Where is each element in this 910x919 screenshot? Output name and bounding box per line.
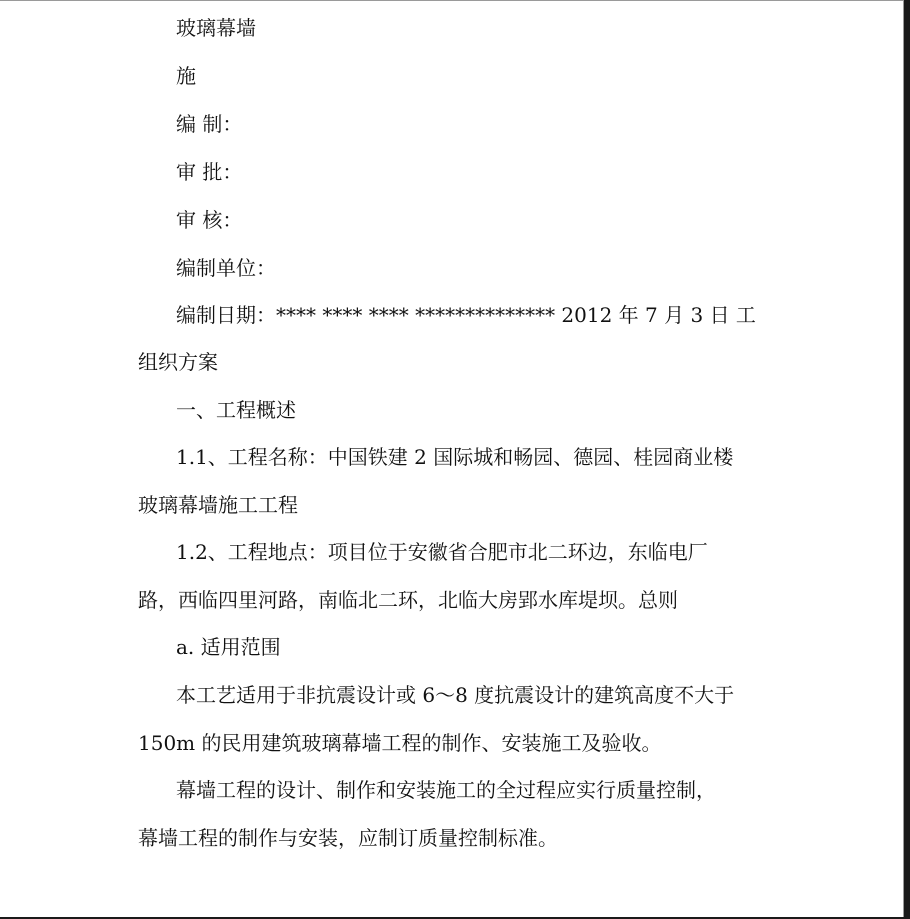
- paragraph-line: 1.2、工程地点：项目位于安徽省合肥市北二环边，东临电厂: [176, 540, 708, 564]
- paragraph-line: 组织方案: [138, 350, 218, 374]
- section-heading: 一、工程概述: [176, 398, 296, 422]
- subsection-heading: a. 适用范围: [176, 635, 281, 659]
- compiling-unit-line: 编制单位：: [176, 256, 276, 280]
- doc-title-line-2: 施: [176, 64, 196, 88]
- approved-by-line: 审 批：: [176, 160, 243, 184]
- paragraph-line: 150m 的民用建筑玻璃幕墙工程的制作、安装施工及验收。: [138, 731, 662, 755]
- page-shadow-right: [904, 0, 910, 919]
- paragraph-line: 1.1、工程名称：中国铁建 2 国际城和畅园、德园、桂园商业楼: [176, 445, 734, 469]
- paragraph-line: 路，西临四里河路，南临北二环，北临大房郢水库堤坝。总则: [138, 588, 678, 612]
- paragraph-line: 幕墙工程的设计、制作和安装施工的全过程应实行质量控制，: [176, 778, 716, 802]
- paragraph-line: 玻璃幕墙施工工程: [138, 493, 298, 517]
- reviewed-by-line: 审 核：: [176, 208, 243, 232]
- compile-date-line: 编制日期：**** **** **** ************** 2012 年 7 月 3 日 工: [176, 303, 756, 327]
- paragraph-line: 幕墙工程的制作与安装，应制订质量控制标准。: [138, 826, 558, 850]
- compiled-by-line: 编 制：: [176, 112, 243, 136]
- doc-title-line: 玻璃幕墙: [176, 16, 256, 40]
- paragraph-line: 本工艺适用于非抗震设计或 6～8 度抗震设计的建筑高度不大于: [176, 683, 735, 707]
